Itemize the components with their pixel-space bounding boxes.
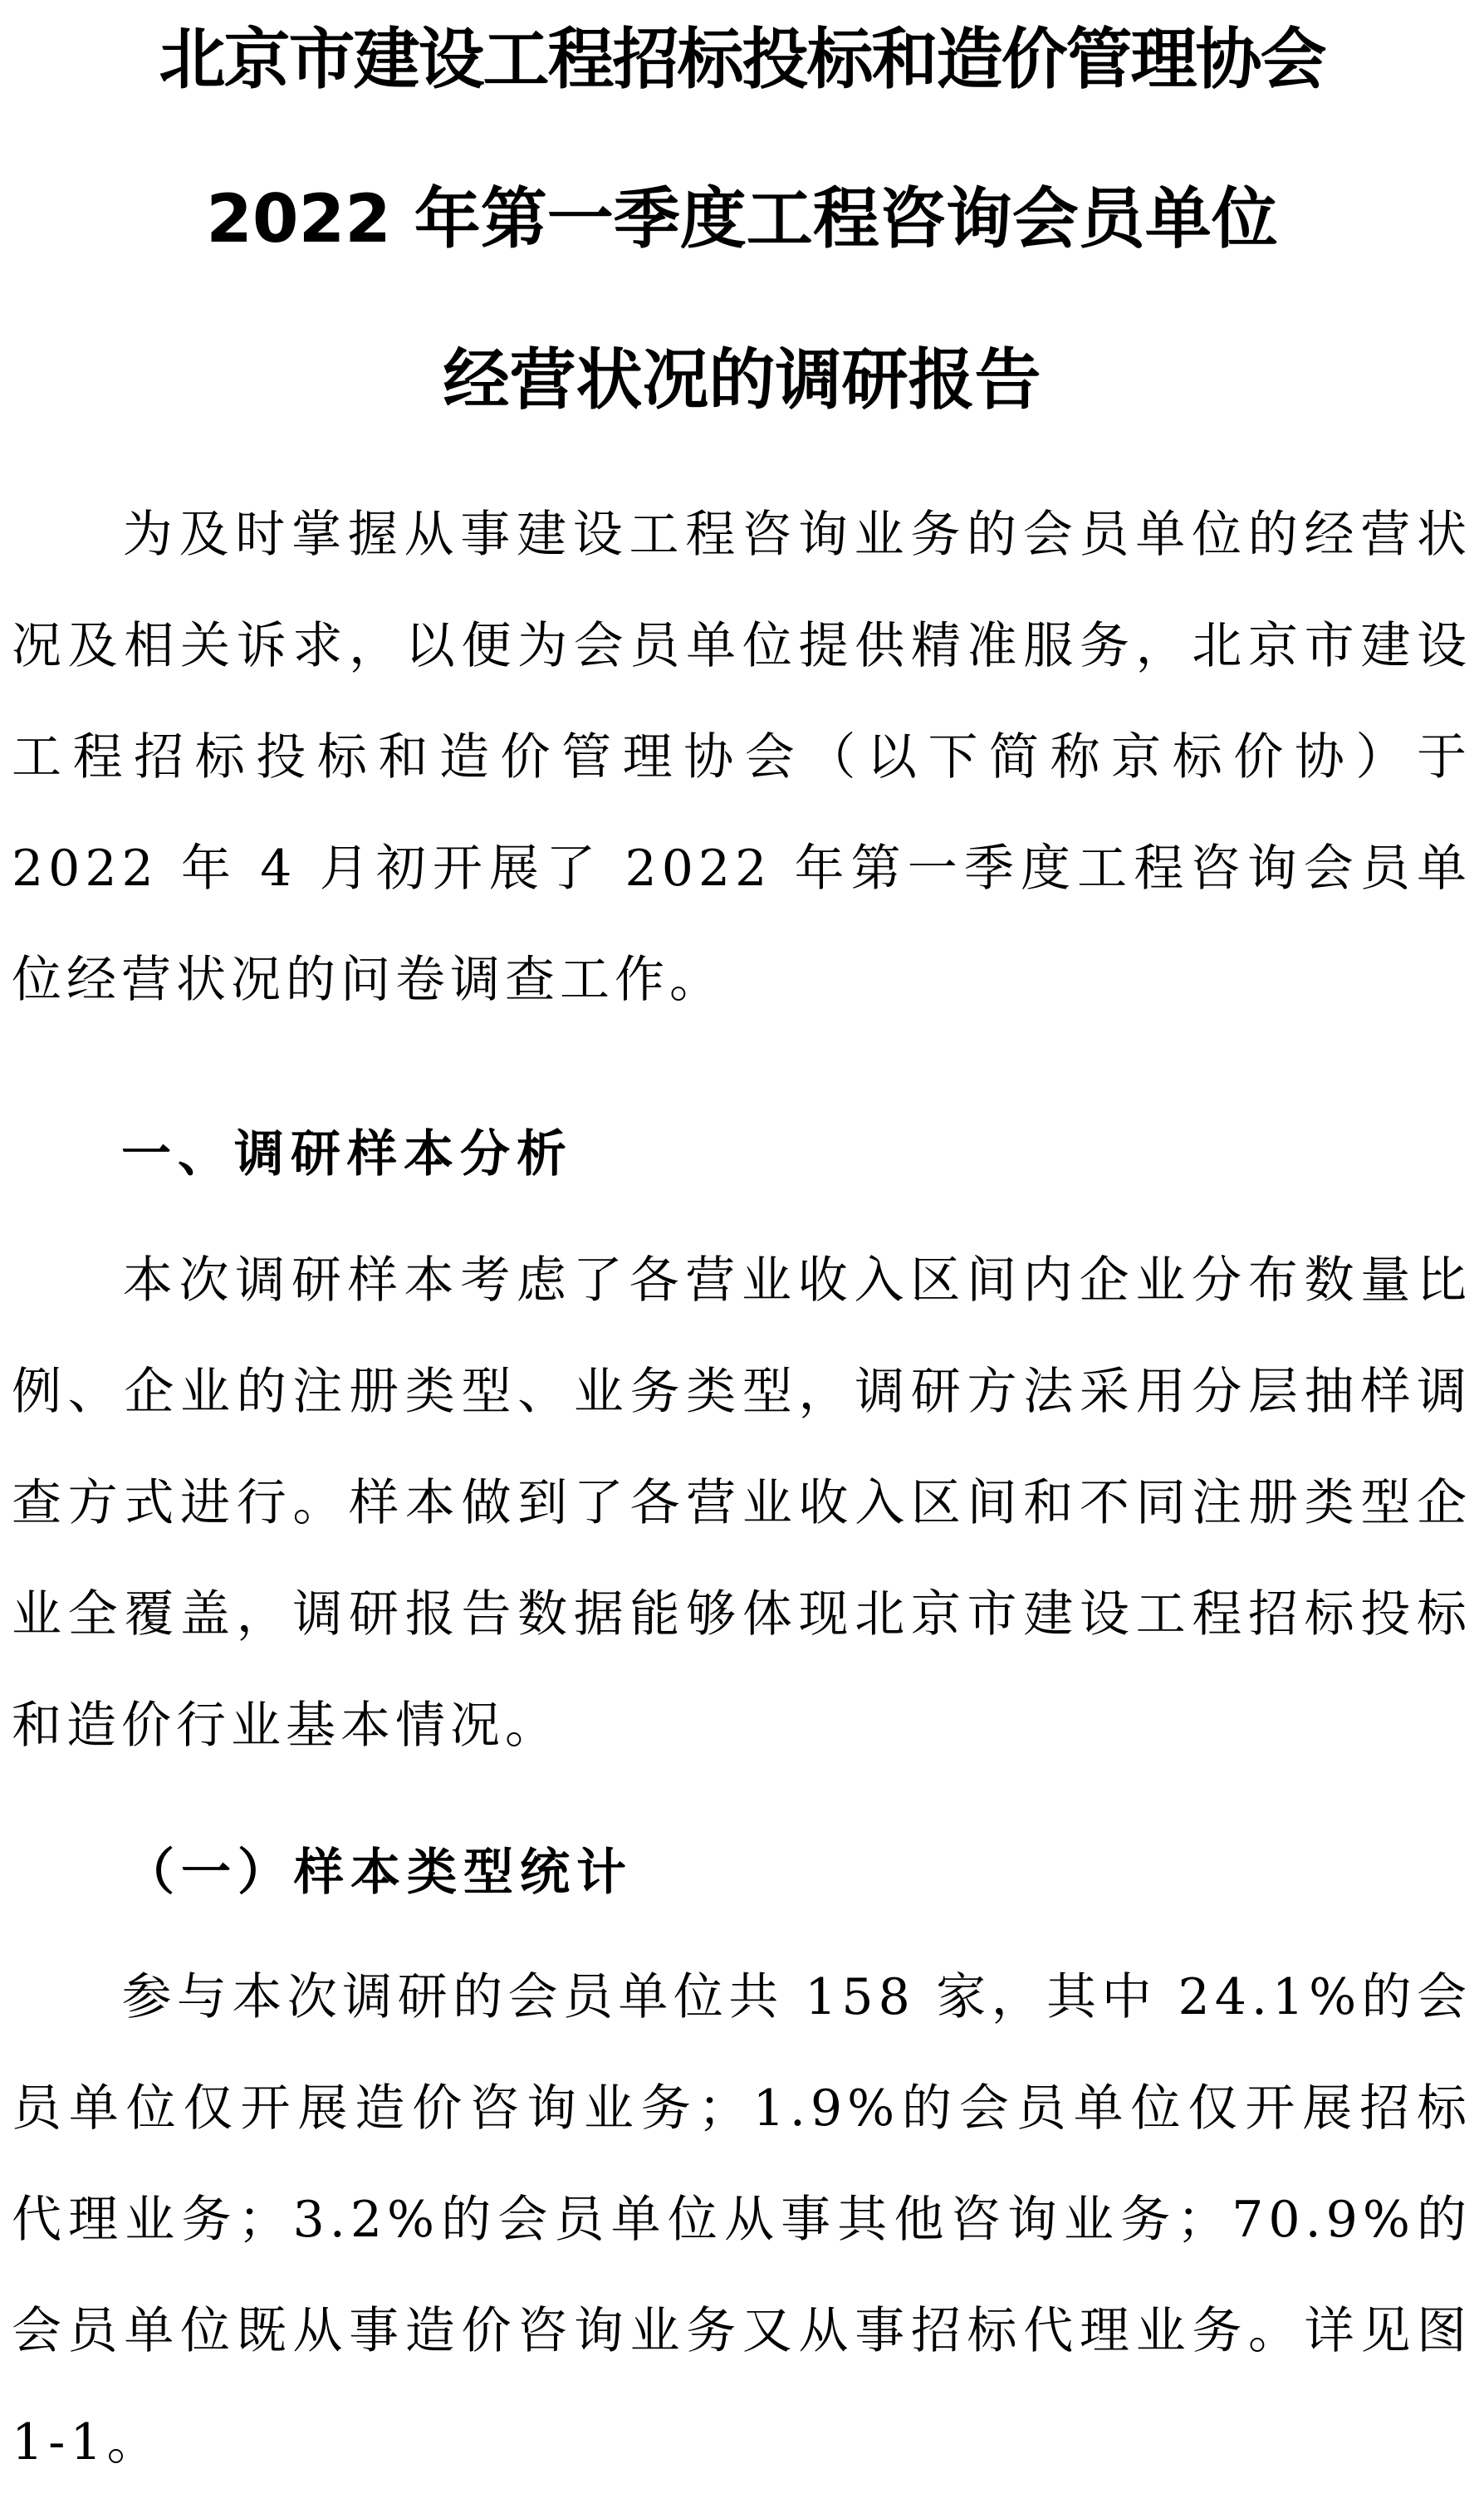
section1-paragraph xyxy=(12,1225,1472,1781)
document-title-line-1: 北京市建设工程招标投标和造价管理协会 xyxy=(159,21,1325,98)
subsection1-paragraph xyxy=(12,1942,1472,2498)
intro-paragraph xyxy=(12,479,1472,1036)
subsection1-paragraph-text: 参与本次调研的会员单位共 158 家，其中 24.1%的会员单位仅开展造价咨询业务；1.9%的会员单位仅开展招标代理业务；3.2%的会员单位从事其他咨询业务；70.9%的会员单位既从事造价咨询业务又从事招标代理业务。详见图 1-1。 xyxy=(12,1968,1472,2471)
document-title-line-3: 经营状况的调研报告 xyxy=(443,341,1041,419)
section-heading-sample-analysis: 一、调研样本分析 xyxy=(121,1125,573,1183)
subsection-heading-sample-types: （一）样本类型统计 xyxy=(125,1844,633,1902)
intro-paragraph-text: 为及时掌握从事建设工程咨询业务的会员单位的经营状况及相关诉求，以便为会员单位提供精准服务，北京市建设工程招标投标和造价管理协会（以下简称京标价协）于 2022 年 4 月初开展了 2022 年第一季度工程咨询会员单位经营状况的问卷调查工作。 xyxy=(12,506,1472,1009)
document-title-line-2: 2022 年第一季度工程咨询会员单位 xyxy=(206,180,1278,257)
section1-paragraph-text: 本次调研样本考虑了各营业收入区间内企业分布数量比例、企业的注册类型、业务类型，调研方法采用分层抽样调查方式进行。样本做到了各营业收入区间和不同注册类型企业全覆盖，调研报告数据能够体现北京市建设工程招标投标和造价行业基本情况。 xyxy=(12,1251,1472,1755)
